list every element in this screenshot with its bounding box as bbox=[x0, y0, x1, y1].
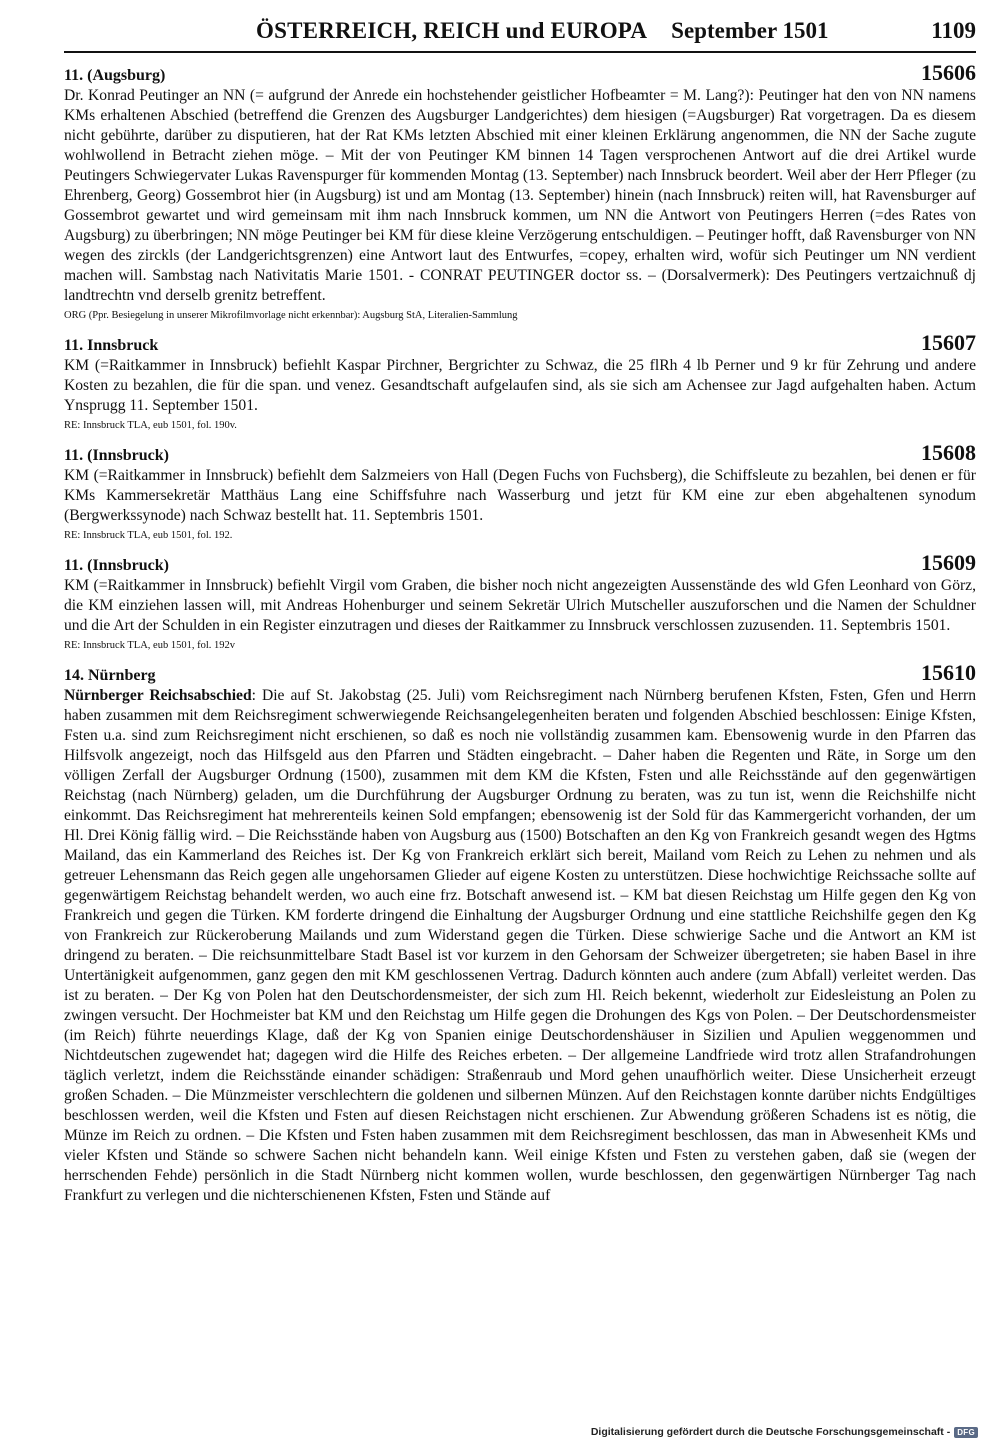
footer-credit bbox=[591, 1426, 978, 1438]
entry-number: 15610 bbox=[921, 660, 976, 685]
entry-text: Dr. Konrad Peutinger an NN (= aufgrund der Anrede ein hochstehender geistlicher Hofbeamter = M. Lang?): Peutinger hat den von NN namens KMs erhaltenen Abschied (betreffend die Grenzen des Augsburger Landgerichtes) dem hiesigen (=Augsburger) Rat vorgetragen. Da es diesem nicht gebührte, darüber zu disputieren, hat der Rat KMs letzten Abschied mit einer kleinen Erklärung angenommen, die NN der Sache zugute wohlwollend in Betracht ziehen möge. – Mit der von Peutinger KM binnen 14 Tagen versprochenen Antwort auf die drei Artikel wurde Peutingers Schwiegervater Lukas Ravenspurger für kommenden Montag (13. September) nach Innsbruck beordert. Weil aber der Herr Pfleger (zu Ehrenberg, Georg) Gossembrot hier (in Augsburg) ist und am Montag (13. September) hinein (nach Innsbruck) reiten will, hat Ravensburger auf Gossembrot gewartet und wird gemeinsam mit ihm nach Innsbruck kommen, um NN die Antwort von Peutingers Herren (=des Rates von Augsburg) zu überbringen; NN möge Peutinger bei KM für diese kleine Verzögerung entschuldigen. – Peutinger hofft, daß Ravensburger von NN wegen des zirckls (der Landgerichtsgrenzen) eine Antwort laut des Entwurfes, =copey, erhalten wird, wofür sich Peutinger um NN verdient machen will. Sambstag nach Nativitatis Marie 1501. - CONRAT PEUTINGER doctor ss. – (Dorsalvermerk): Des Peutingers vertzaichnuß dj landtrechtn vnd derselb grenitz betreffent. bbox=[64, 87, 976, 304]
entry-15610 bbox=[64, 660, 976, 1206]
entry-date: 14. Nürnberg bbox=[64, 667, 156, 684]
entry-source: RE: Innsbruck TLA, eub 1501, fol. 192v bbox=[64, 640, 235, 651]
entry-lead: Nürnberger Reichsabschied bbox=[64, 687, 252, 704]
entry-date: 11. Innsbruck bbox=[64, 337, 159, 354]
entry-date: 11. (Innsbruck) bbox=[64, 447, 169, 464]
header-title: ÖSTERREICH, REICH und EUROPA bbox=[256, 18, 648, 43]
footer-text: Digitalisierung gefördert durch die Deutsche Forschungsgemeinschaft - bbox=[590, 1426, 951, 1438]
header-month: September 1501 bbox=[671, 18, 829, 43]
dfg-logo-icon: DFG bbox=[954, 1427, 978, 1438]
page-header bbox=[64, 18, 976, 53]
entry-15606 bbox=[64, 60, 976, 323]
entry-number: 15606 bbox=[921, 60, 976, 85]
page-number: 1109 bbox=[931, 18, 976, 43]
entry-text: KM (=Raitkammer in Innsbruck) befiehlt dem Salzmeiers von Hall (Degen Fuchs von Fuchsberg), die Schiffsleute zu bezahlen, bei denen er für KMs Kammersekretär Matthäus Lang eine Schiffsfuhre nach Wasserburg und jetzt für KM eine zur eben abgehaltenen synodum (Bergwerkssynode) nach Schwaz bestellt hat. 11. Septembris 1501. bbox=[64, 467, 976, 524]
entry-text: KM (=Raitkammer in Innsbruck) befiehlt Virgil vom Graben, die bisher noch nicht angezeigten Aussenstände des wld Gfen Leonhard von Görz, die KM einziehen lassen will, mit Andreas Hohenburger und seinem Sekretär Ulrich Mutscheller auszuforschen und die Namen der Schuldner und die Art der Schulden in ein Register einzutragen und dieses der Raitkammer zu Innsbruck verschlossen zuzusenden. 11. Septembris 1501. bbox=[64, 577, 976, 634]
entry-body: : Die auf St. Jakobstag (25. Juli) vom Reichsregiment nach Nürnberg berufenen Kfsten, Fsten, Gfen und Herrn haben zusammen mit dem Reichsregiment schwerwiegende Reichsangelegenheiten beraten und folgenden Abschied beschlossen: Einige Kfsten, Fsten u.a. sind zum Reichsregiment nicht erschienen, so daß es noch nie vollständig zusammen kam. Ebensowenig wurde in den Pfarren das Hilfsvolk angezeigt, noch das Hilfsgeld aus den Pfarren und Städten eingebracht. – Daher haben die Regenten und Räte, in Sorge um den völligen Zerfall der Augsburger Ordnung (1500), zusammen mit dem KM die Kfsten, Fsten und alle Reichsstände auf den gegenwärtigen Reichstag (nach Nürnberg) geladen, um die Durchführung der Augsburger Ordnung zu beraten, was zu tun ist, wenn die Reichshilfe nicht einkommt. Das Reichsregiment hat mehrerenteils keinen Sold empfangen; ebensowenig ist der Sold für das Kammergericht vorhanden, der um Hl. Drei König fällig wird. – Die Reichsstände haben von Augsburg aus (1500) Botschaften an den Kg von Frankreich gesandt wegen des Hgtms Mailand, das ein Kammerland des Reiches ist. Der Kg von Frankreich erklärt sich bereit, Mailand vom Reich zu Lehen zu nehmen und als getreuer Lehensmann das Reich gegen alle ungehorsamen Glieder auf eigene Kosten zu unterstützen. Diese hochwichtige Reichssache sollte auf gegenwärtigem Reichstag behandelt werden, wo auch eine frz. Botschaft anwesend ist. – KM bat diesen Reichstag um Hilfe gegen den Kg von Frankreich und gegen die Türken. KM forderte dringend die Einhaltung der Augsburger Ordnung und eine stattliche Reichshilfe gegen den Kg von Frankreich zur Rückeroberung Mailands und zum Widerstand gegen die Türken. Diese schwierige Sache und die Antwort an KM ist dringend zu beraten. – Die reichsunmittelbare Stadt Basel ist vor kurzem in den Gehorsam der Schweizer übergetreten; sie haben Basel in ihre Untertänigkeit aufgenommen, ganz gegen den mit KM geschlossenen Vertrag. Dadurch könnten auch andere (zum Abfall) verleitet werden. Das ist zu beraten. – Der Kg von Polen hat den Deutschordensmeister, der sich zum Hl. Reich bekennt, wiederholt zur Eidesleistung an Polen zu zwingen versucht. Der Hochmeister bat KM und den Reichstag um Hilfe gegen die Drohungen des Kgs von Polen. – Der Deutschordensmeister (im Reich) führte neuerdings Klage, daß der Kg von Spanien einige Deutschordenshäuser in Sizilien und Apulien weggenommen und Nichtdeutschen zugewendet hat; dagegen wird die Hilfe des Reiches erbeten. – Der allgemeine Landfriede wird trotz allen Strafandrohungen täglich verletzt, indem die Reichsstände einander schädigen: Straßenraub und Mord gehen unaufhörlich weiter. Diese Unsicherheit erzeugt großen Schaden. – Die Münzmeister verschlechtern die goldenen und silbernen Münzen. Auf den Reichstagen konnte darüber nichts Endgültiges beschlossen werden, weil die Kfsten und Fsten auf diesen Reichstagen nicht erschienen. Zur Abwendung größeren Schadens ist es nötig, die Münze im Reich zu ordnen. – Die Kfsten und Fsten haben zusammen mit dem Reichsregiment beschlossen, das man in Abwesenheit KMs und vieler Kfsten und Stände so schwere Sachen nicht behandeln kann. Weil einige Kfsten und Fsten zu verstehen gaben, daß sie (wegen der herrschenden Fehde) persönlich in die Stadt Nürnberg nicht kommen wollen, wurde beschlossen, den gegenwärtigen Nürnberger Tag nach Frankfurt zu verlegen und die nichterschienenen Kfsten, Fsten und Stände auf bbox=[64, 687, 976, 1204]
entry-source: RE: Innsbruck TLA, eub 1501, fol. 190v. bbox=[64, 420, 237, 431]
entry-15608 bbox=[64, 440, 976, 543]
entry-text: KM (=Raitkammer in Innsbruck) befiehlt Kaspar Pirchner, Bergrichter zu Schwaz, die 25 flRh 4 lb Perner und 9 kr für Zehrung und andere Kosten zu bezahlen, die für die span. und venez. Gesandtschaft aufgelaufen sind, als sie sich am Achensee zur Jagd aufgehalten haben. Actum Ynsprugg 11. September 1501. bbox=[64, 357, 976, 414]
document-page bbox=[64, 18, 976, 1206]
entry-date: 11. (Innsbruck) bbox=[64, 557, 169, 574]
entry-15607 bbox=[64, 330, 976, 433]
entry-number: 15607 bbox=[921, 330, 976, 355]
entry-15609 bbox=[64, 550, 976, 653]
entry-source: ORG (Ppr. Besiegelung in unserer Mikrofilmvorlage nicht erkennbar): Augsburg StA, Literalien-Sammlung bbox=[64, 310, 518, 321]
entry-number: 15608 bbox=[921, 440, 976, 465]
entry-text bbox=[64, 686, 976, 1206]
entry-date: 11. (Augsburg) bbox=[64, 67, 166, 84]
entry-number: 15609 bbox=[921, 550, 976, 575]
entry-source: RE: Innsbruck TLA, eub 1501, fol. 192. bbox=[64, 530, 233, 541]
